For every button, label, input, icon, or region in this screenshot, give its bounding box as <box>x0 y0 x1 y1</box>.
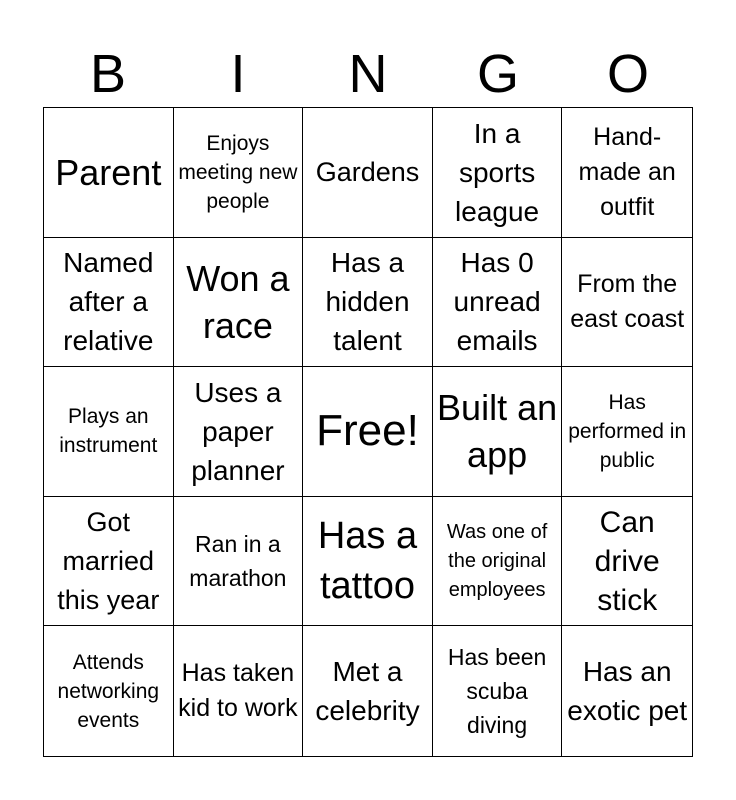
bingo-cell[interactable] <box>174 626 304 756</box>
cell-text: Has been scuba diving <box>447 644 547 739</box>
bingo-cell[interactable] <box>433 367 563 497</box>
free-space[interactable] <box>303 367 433 497</box>
free-text: Free! <box>316 406 419 456</box>
cell-text: Has taken kid to work <box>178 659 298 723</box>
header-letter-o: O <box>606 44 649 104</box>
cell-text: Met a celebrity <box>315 656 420 727</box>
cell-text: Has performed in public <box>568 390 687 472</box>
header-letter-b: B <box>89 44 127 104</box>
cell-text: Named after a relative <box>63 247 154 357</box>
bingo-cell[interactable] <box>44 238 174 368</box>
header-letter-n: N <box>348 44 388 104</box>
bingo-cell[interactable] <box>562 367 692 497</box>
cell-text: Parent <box>55 151 162 193</box>
cell-text: Can drive stick <box>594 505 660 617</box>
bingo-cell[interactable] <box>44 497 174 627</box>
header-letter-g: G <box>476 44 519 104</box>
bingo-cell[interactable] <box>433 497 563 627</box>
cell-text: Enjoys meeting new people <box>178 131 298 213</box>
bingo-cell[interactable] <box>433 108 563 238</box>
cell-text: Has a hidden talent <box>325 247 410 357</box>
bingo-cell[interactable] <box>303 497 433 627</box>
cell-text: Has an exotic pet <box>567 656 688 727</box>
bingo-cell[interactable] <box>44 626 174 756</box>
bingo-cell[interactable] <box>433 238 563 368</box>
header-letter-i: I <box>230 44 246 104</box>
bingo-cell[interactable] <box>174 497 304 627</box>
cell-text: In a sports league <box>455 117 540 227</box>
bingo-cell[interactable] <box>44 108 174 238</box>
cell-text: Ran in a marathon <box>189 531 287 592</box>
cell-text: Attends networking events <box>57 650 160 732</box>
bingo-header <box>43 40 693 108</box>
bingo-cell[interactable] <box>562 497 692 627</box>
bingo-board <box>43 107 693 757</box>
bingo-cell[interactable] <box>562 626 692 756</box>
bingo-cell[interactable] <box>562 238 692 368</box>
cell-text: From the east coast <box>570 269 685 333</box>
bingo-cell[interactable] <box>303 238 433 368</box>
bingo-cell[interactable] <box>174 108 304 238</box>
bingo-cell[interactable] <box>174 367 304 497</box>
cell-text: Has 0 unread emails <box>453 247 541 357</box>
cell-text: Won a race <box>186 257 290 346</box>
cell-text: Uses a paper planner <box>191 376 285 486</box>
bingo-cell[interactable] <box>303 108 433 238</box>
cell-text: Plays an instrument <box>59 405 158 458</box>
bingo-cell[interactable] <box>303 626 433 756</box>
cell-text: Was one of the original employees <box>446 520 548 601</box>
cell-text: Hand-made an outfit <box>578 122 676 221</box>
bingo-cell[interactable] <box>562 108 692 238</box>
cell-text: Has a tattoo <box>317 515 418 608</box>
bingo-cell[interactable] <box>44 367 174 497</box>
cell-text: Got married this year <box>57 506 160 615</box>
bingo-cell[interactable] <box>433 626 563 756</box>
bingo-cell[interactable] <box>174 238 304 368</box>
cell-text: Built an app <box>437 387 558 476</box>
cell-text: Gardens <box>315 156 420 187</box>
